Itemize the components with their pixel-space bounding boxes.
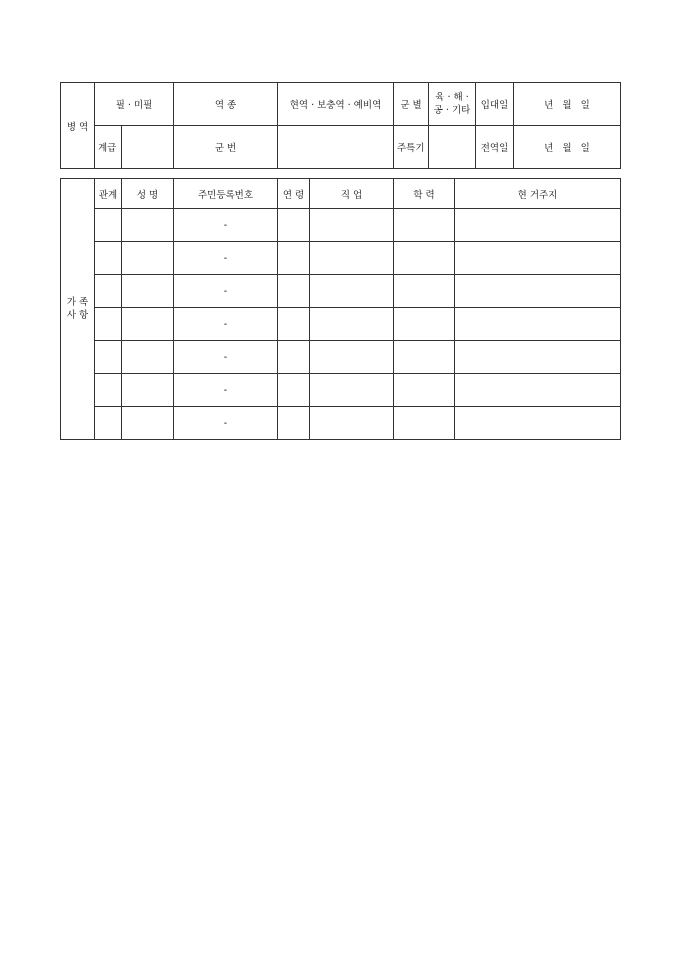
occupation-field[interactable] <box>310 407 394 440</box>
service-type-options[interactable]: 현역 · 보충역 · 예비역 <box>278 83 394 126</box>
occupation-field[interactable] <box>310 374 394 407</box>
resident-number-field[interactable]: - <box>174 308 278 341</box>
family-row <box>61 209 621 242</box>
address-field[interactable] <box>455 407 621 440</box>
education-field[interactable] <box>394 209 455 242</box>
resident-number-field[interactable]: - <box>174 275 278 308</box>
rank-label: 계급 <box>95 126 122 169</box>
address-field[interactable] <box>455 242 621 275</box>
occupation-field[interactable] <box>310 308 394 341</box>
name-field[interactable] <box>122 374 174 407</box>
address-field[interactable] <box>455 374 621 407</box>
military-row-1 <box>61 83 621 126</box>
address-field[interactable] <box>455 209 621 242</box>
address-field[interactable] <box>455 308 621 341</box>
resident-number-field[interactable]: - <box>174 242 278 275</box>
family-row <box>61 275 621 308</box>
header-education: 학 력 <box>394 179 455 209</box>
service-number-label: 군 번 <box>174 126 278 169</box>
relation-field[interactable] <box>95 275 122 308</box>
service-status-cell[interactable]: 필 · 미필 <box>95 83 174 126</box>
relation-field[interactable] <box>95 209 122 242</box>
age-field[interactable] <box>278 209 310 242</box>
header-relation: 관계 <box>95 179 122 209</box>
discharge-date-value[interactable]: 년 월 일 <box>514 126 621 169</box>
education-field[interactable] <box>394 308 455 341</box>
service-type-label: 역 종 <box>174 83 278 126</box>
name-field[interactable] <box>122 275 174 308</box>
age-field[interactable] <box>278 308 310 341</box>
name-field[interactable] <box>122 209 174 242</box>
education-field[interactable] <box>394 374 455 407</box>
military-row-2 <box>61 126 621 169</box>
age-field[interactable] <box>278 341 310 374</box>
header-address: 현 거주지 <box>455 179 621 209</box>
branch-label: 군 별 <box>394 83 429 126</box>
relation-field[interactable] <box>95 242 122 275</box>
age-field[interactable] <box>278 242 310 275</box>
family-row <box>61 341 621 374</box>
branch-options[interactable] <box>429 83 476 126</box>
education-field[interactable] <box>394 407 455 440</box>
age-field[interactable] <box>278 374 310 407</box>
family-info-table <box>60 178 621 440</box>
relation-field[interactable] <box>95 374 122 407</box>
resident-number-field[interactable]: - <box>174 341 278 374</box>
header-resident-number: 주민등록번호 <box>174 179 278 209</box>
enlist-date-value[interactable]: 년 월 일 <box>514 83 621 126</box>
address-field[interactable] <box>455 341 621 374</box>
relation-field[interactable] <box>95 308 122 341</box>
occupation-field[interactable] <box>310 242 394 275</box>
name-field[interactable] <box>122 341 174 374</box>
education-field[interactable] <box>394 341 455 374</box>
name-field[interactable] <box>122 308 174 341</box>
rank-field[interactable] <box>122 126 174 169</box>
resident-number-field[interactable]: - <box>174 209 278 242</box>
name-field[interactable] <box>122 242 174 275</box>
specialty-label: 주특기 <box>394 126 429 169</box>
relation-field[interactable] <box>95 341 122 374</box>
family-row <box>61 407 621 440</box>
header-occupation: 직 업 <box>310 179 394 209</box>
occupation-field[interactable] <box>310 341 394 374</box>
education-field[interactable] <box>394 275 455 308</box>
military-section-label: 병 역 <box>61 83 95 169</box>
age-field[interactable] <box>278 407 310 440</box>
address-field[interactable] <box>455 275 621 308</box>
family-row <box>61 242 621 275</box>
family-row <box>61 308 621 341</box>
header-age: 연 령 <box>278 179 310 209</box>
resident-number-field[interactable]: - <box>174 374 278 407</box>
discharge-date-label: 전역일 <box>476 126 514 169</box>
military-service-table <box>60 82 621 169</box>
name-field[interactable] <box>122 407 174 440</box>
education-field[interactable] <box>394 242 455 275</box>
occupation-field[interactable] <box>310 275 394 308</box>
resident-number-field[interactable]: - <box>174 407 278 440</box>
family-section-label <box>61 179 95 440</box>
occupation-field[interactable] <box>310 209 394 242</box>
family-section-label-line1: 가 족 <box>66 297 89 308</box>
header-name: 성 명 <box>122 179 174 209</box>
service-number-field[interactable] <box>278 126 394 169</box>
specialty-field[interactable] <box>429 126 476 169</box>
relation-field[interactable] <box>95 407 122 440</box>
family-header-row <box>61 179 621 209</box>
family-row <box>61 374 621 407</box>
enlist-date-label: 입대일 <box>476 83 514 126</box>
branch-options-line1: 육 · 해 · <box>435 92 469 103</box>
branch-options-line2: 공 · 기타 <box>433 105 471 116</box>
family-section-label-line2: 사 항 <box>66 310 89 321</box>
age-field[interactable] <box>278 275 310 308</box>
